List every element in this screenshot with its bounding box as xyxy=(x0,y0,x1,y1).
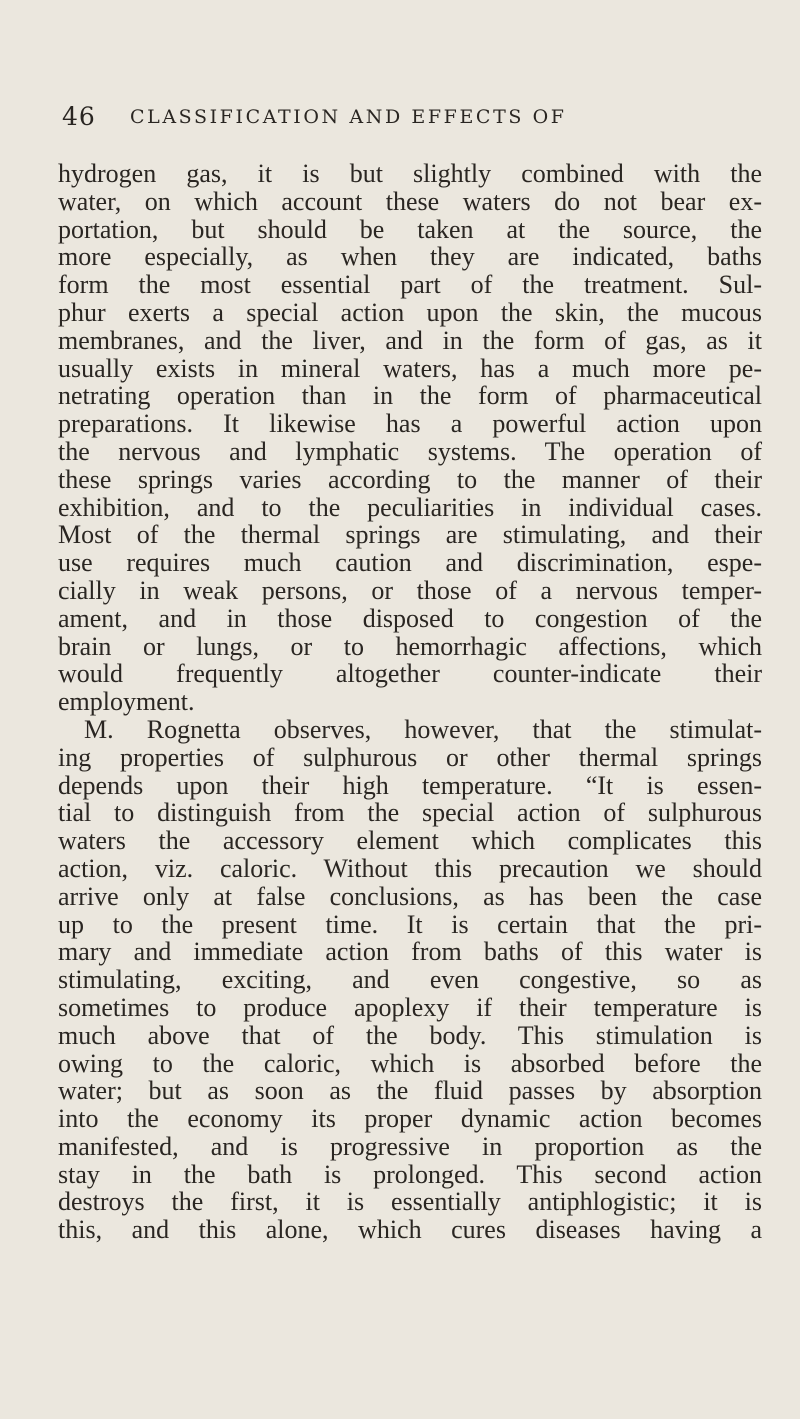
text-line: Most of the thermal springs are stimulating, and their xyxy=(58,520,762,550)
text-line: into the economy its proper dynamic action becomes xyxy=(58,1104,762,1134)
paragraph-end-line: employment. xyxy=(58,687,195,717)
text-line: ing properties of sulphurous or other thermal springs xyxy=(58,742,762,772)
text-line: owing to the caloric, which is absorbed before the xyxy=(58,1048,762,1078)
text-line: the nervous and lymphatic systems. The operation of xyxy=(58,436,762,466)
text-line: arrive only at false conclusions, as has been the case xyxy=(58,881,762,911)
text-line: portation, but should be taken at the source, the xyxy=(58,214,762,244)
text-line: brain or lungs, or to hemorrhagic affections, which xyxy=(58,631,762,661)
text-line: destroys the first, it is essentially antiphlogistic; it is xyxy=(58,1187,762,1217)
text-line: water; but as soon as the fluid passes by absorption xyxy=(58,1076,762,1106)
text-line: netrating operation than in the form of pharmaceutical xyxy=(58,381,762,411)
text-line: form the most essential part of the treatment. Sul- xyxy=(58,270,762,300)
text-line: waters the accessory element which complicates this xyxy=(58,826,762,856)
text-line: usually exists in mineral waters, has a much more pe- xyxy=(58,353,762,383)
text-line: stay in the bath is prolonged. This second action xyxy=(58,1159,762,1189)
text-line: more especially, as when they are indicated, baths xyxy=(58,242,762,272)
text-line: these springs varies according to the manner of their xyxy=(58,464,762,494)
text-line: tial to distinguish from the special action of sulphurous xyxy=(58,798,762,828)
text-line: much above that of the body. This stimulation is xyxy=(58,1020,762,1050)
text-line: exhibition, and to the peculiarities in individual cases. xyxy=(58,492,762,522)
text-line: stimulating, exciting, and even congestive, so as xyxy=(58,965,762,995)
text-line: this, and this alone, which cures diseases having a xyxy=(58,1215,762,1245)
page-number: 46 xyxy=(62,102,96,131)
text-line: membranes, and the liver, and in the form of gas, as it xyxy=(58,325,762,355)
text-line: hydrogen gas, it is but slightly combined with the xyxy=(58,159,762,188)
text-line: manifested, and is progressive in proportion as the xyxy=(58,1131,762,1161)
text-line: phur exerts a special action upon the skin, the mucous xyxy=(58,297,762,327)
text-line: water, on which account these waters do not bear ex- xyxy=(58,186,762,216)
page-header-title: CLASSIFICATION AND EFFECTS OF xyxy=(130,106,567,128)
text-line: ament, and in those disposed to congestion of the xyxy=(58,603,762,633)
text-line: would frequently altogether counter-indicate their xyxy=(58,659,762,689)
text-line: action, viz. caloric. Without this precaution we should xyxy=(58,853,762,883)
text-line: sometimes to produce apoplexy if their temperature is xyxy=(58,992,762,1022)
text-line: cially in weak persons, or those of a nervous temper- xyxy=(58,575,762,605)
text-line: depends upon their high temperature. “It is essen- xyxy=(58,770,762,800)
paragraph-start-line: M. Rognetta observes, however, that the stimulat- xyxy=(84,714,762,744)
text-line: preparations. It likewise has a powerful action upon xyxy=(58,409,762,439)
text-line: up to the present time. It is certain that the pri- xyxy=(58,909,762,939)
running-head xyxy=(60,102,760,142)
text-line: use requires much caution and discrimination, espe- xyxy=(58,548,762,578)
body-text xyxy=(58,160,762,1244)
text-line: mary and immediate action from baths of this water is xyxy=(58,937,762,967)
